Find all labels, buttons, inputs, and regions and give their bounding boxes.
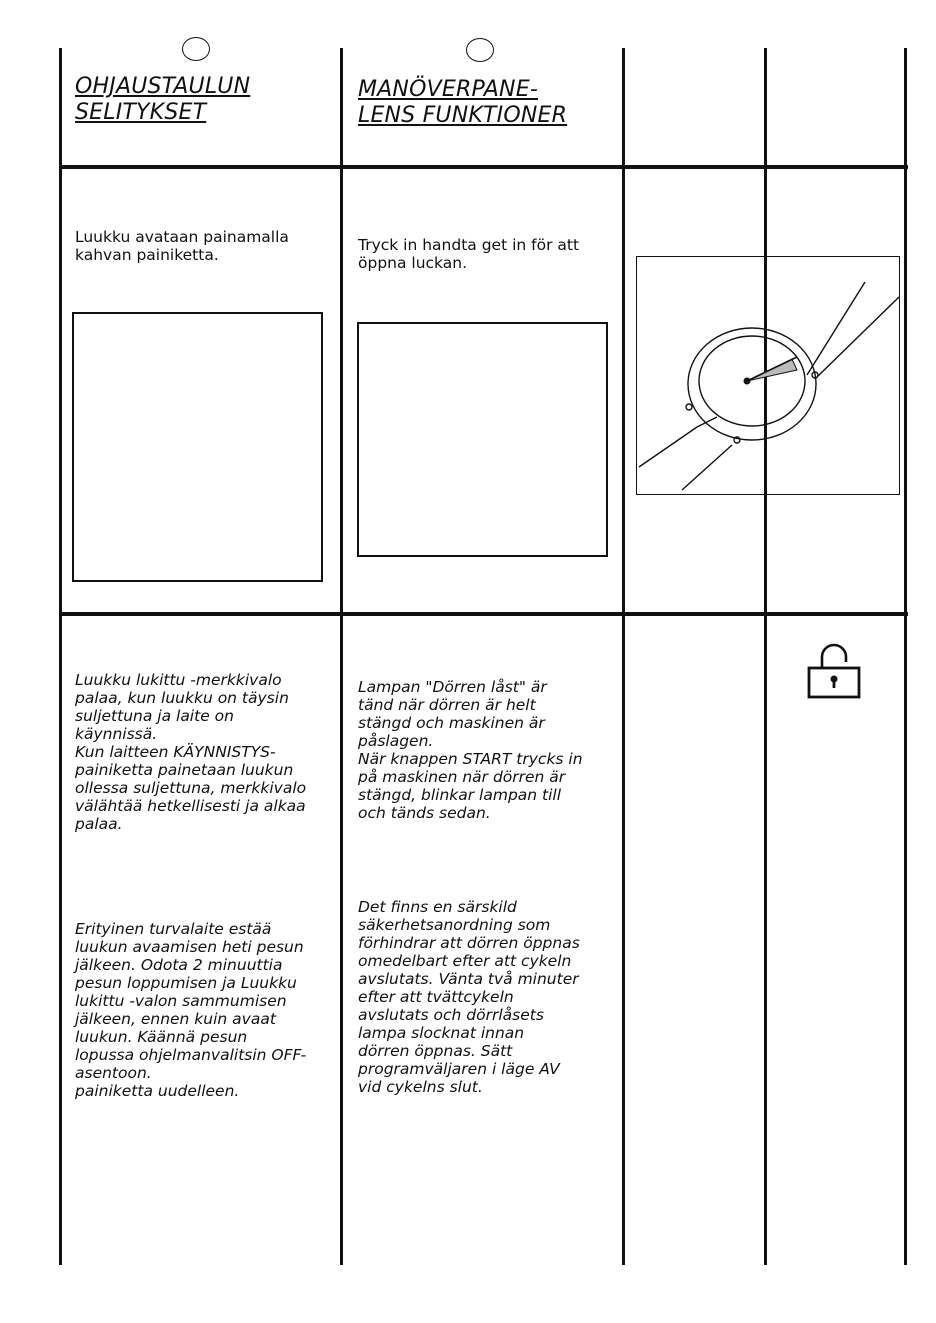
fi-section-title: OHJAUSTAULUN SELITYKSET: [75, 74, 251, 125]
sv-language-circle-icon: [466, 38, 494, 62]
fi-image-placeholder: [72, 312, 323, 582]
row-divider-1: [60, 165, 908, 169]
padlock-icon: [806, 640, 862, 700]
column-divider-5: [904, 48, 907, 1265]
fi-door-text: Luukku avataan painamalla kahvan painiketta.: [75, 228, 289, 264]
column-divider-4: [764, 48, 767, 1265]
sv-lock-text-1: Lampan "Dörren låst" är tänd när dörren är helt stängd och maskinen är påslagen. När knappen START trycks in på maskinen när dörren är stängd, blinkar lampan till och tänds sedan.: [358, 678, 583, 822]
fi-language-circle-icon: [182, 37, 210, 61]
row-divider-2: [60, 612, 908, 616]
sv-door-text: Tryck in handta get in för att öppna luckan.: [358, 236, 580, 272]
column-divider-1: [59, 48, 62, 1265]
door-handle-illustration: [636, 256, 900, 495]
sv-lock-text-2: Det finns en särskild säkerhetsanordning som förhindrar att dörren öppnas omedelbart efter att cykeln avslutats. Vänta två minuter efter att tvättcykeln avslutats och dörrlåsets lampa slocknat innan dörren öppnas. Sätt programväljaren i läge AV vid cykelns slut.: [358, 898, 580, 1096]
column-divider-3: [622, 48, 625, 1265]
fi-lock-text-1: Luukku lukittu -merkkivalo palaa, kun luukku on täysin suljettuna ja laite on käynnissä. Kun laitteen KÄYNNISTYS- painiketta painetaan luukun ollessa suljettuna, merkkivalo välähtää hetkellisesti ja alkaa palaa.: [75, 671, 307, 833]
sv-image-placeholder: [357, 322, 608, 557]
column-divider-2: [340, 48, 343, 1265]
sv-section-title: MANÖVERPANE- LENS FUNKTIONER: [358, 77, 568, 128]
fi-lock-text-2: Erityinen turvalaite estää luukun avaamisen heti pesun jälkeen. Odota 2 minuuttia pesun loppumisen ja Luukku lukittu -valon sammumisen jälkeen, ennen kuin avaat luukun. Käännä pesun lopussa ohjelmanvalitsin OFF- asentoon. painiketta uudelleen.: [75, 920, 307, 1100]
